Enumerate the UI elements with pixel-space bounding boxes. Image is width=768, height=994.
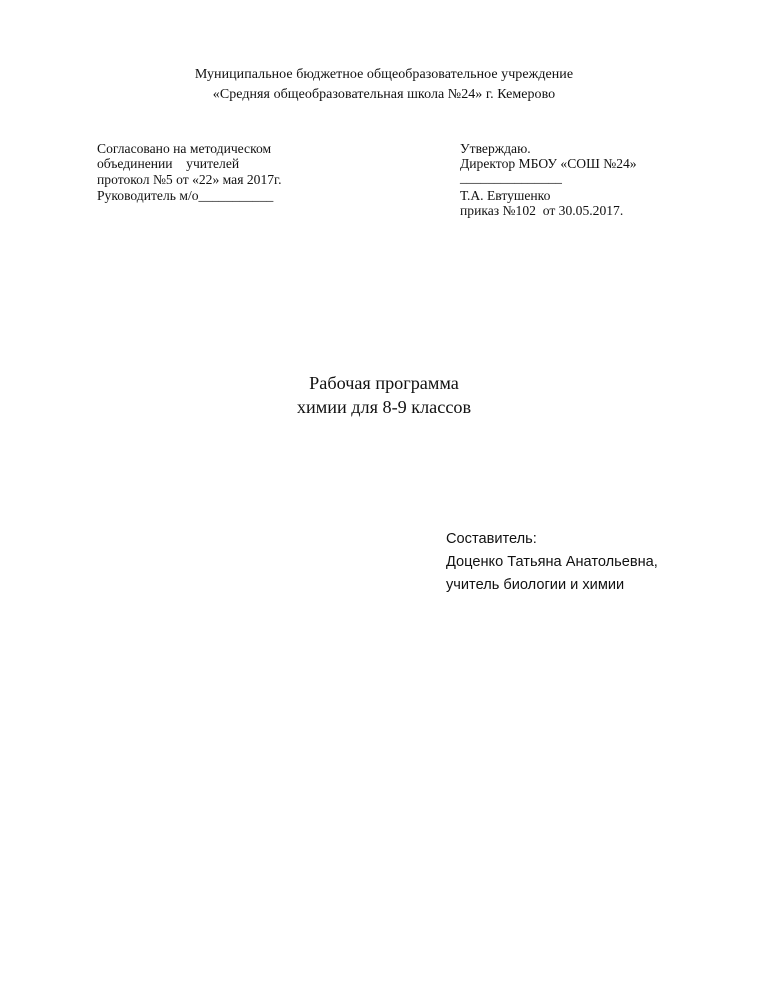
document-title-line-2: химии для 8-9 классов [296,397,472,417]
approve-label: Утверждаю. [460,141,531,156]
document-title-line-1: Рабочая программа [309,373,459,393]
author-position: учитель биологии и химии [446,577,625,593]
director-title: Директор МБОУ «СОШ №24» [460,156,637,171]
author-name: Доценко Татьяна Анатольевна, [446,554,658,570]
head-signature-line: Руководитель м/о___________ [97,188,274,203]
director-name: Т.А. Евтушенко [460,188,551,203]
author-label: Составитель: [446,531,537,547]
order-number: приказ №102 от 30.05.2017. [460,203,624,218]
agreed-line-2: объединении учителей [97,156,240,171]
agreed-line-1: Согласовано на методическом [97,141,272,156]
protocol-line: протокол №5 от «22» мая 2017г. [97,172,282,187]
school-name-line-2: «Средняя общеобразовательная школа №24» г. Кемерово [212,87,556,102]
signature-blank: _______________ [460,170,562,185]
school-name-line-1: Муниципальное бюджетное общеобразовательное учреждение [194,67,574,82]
